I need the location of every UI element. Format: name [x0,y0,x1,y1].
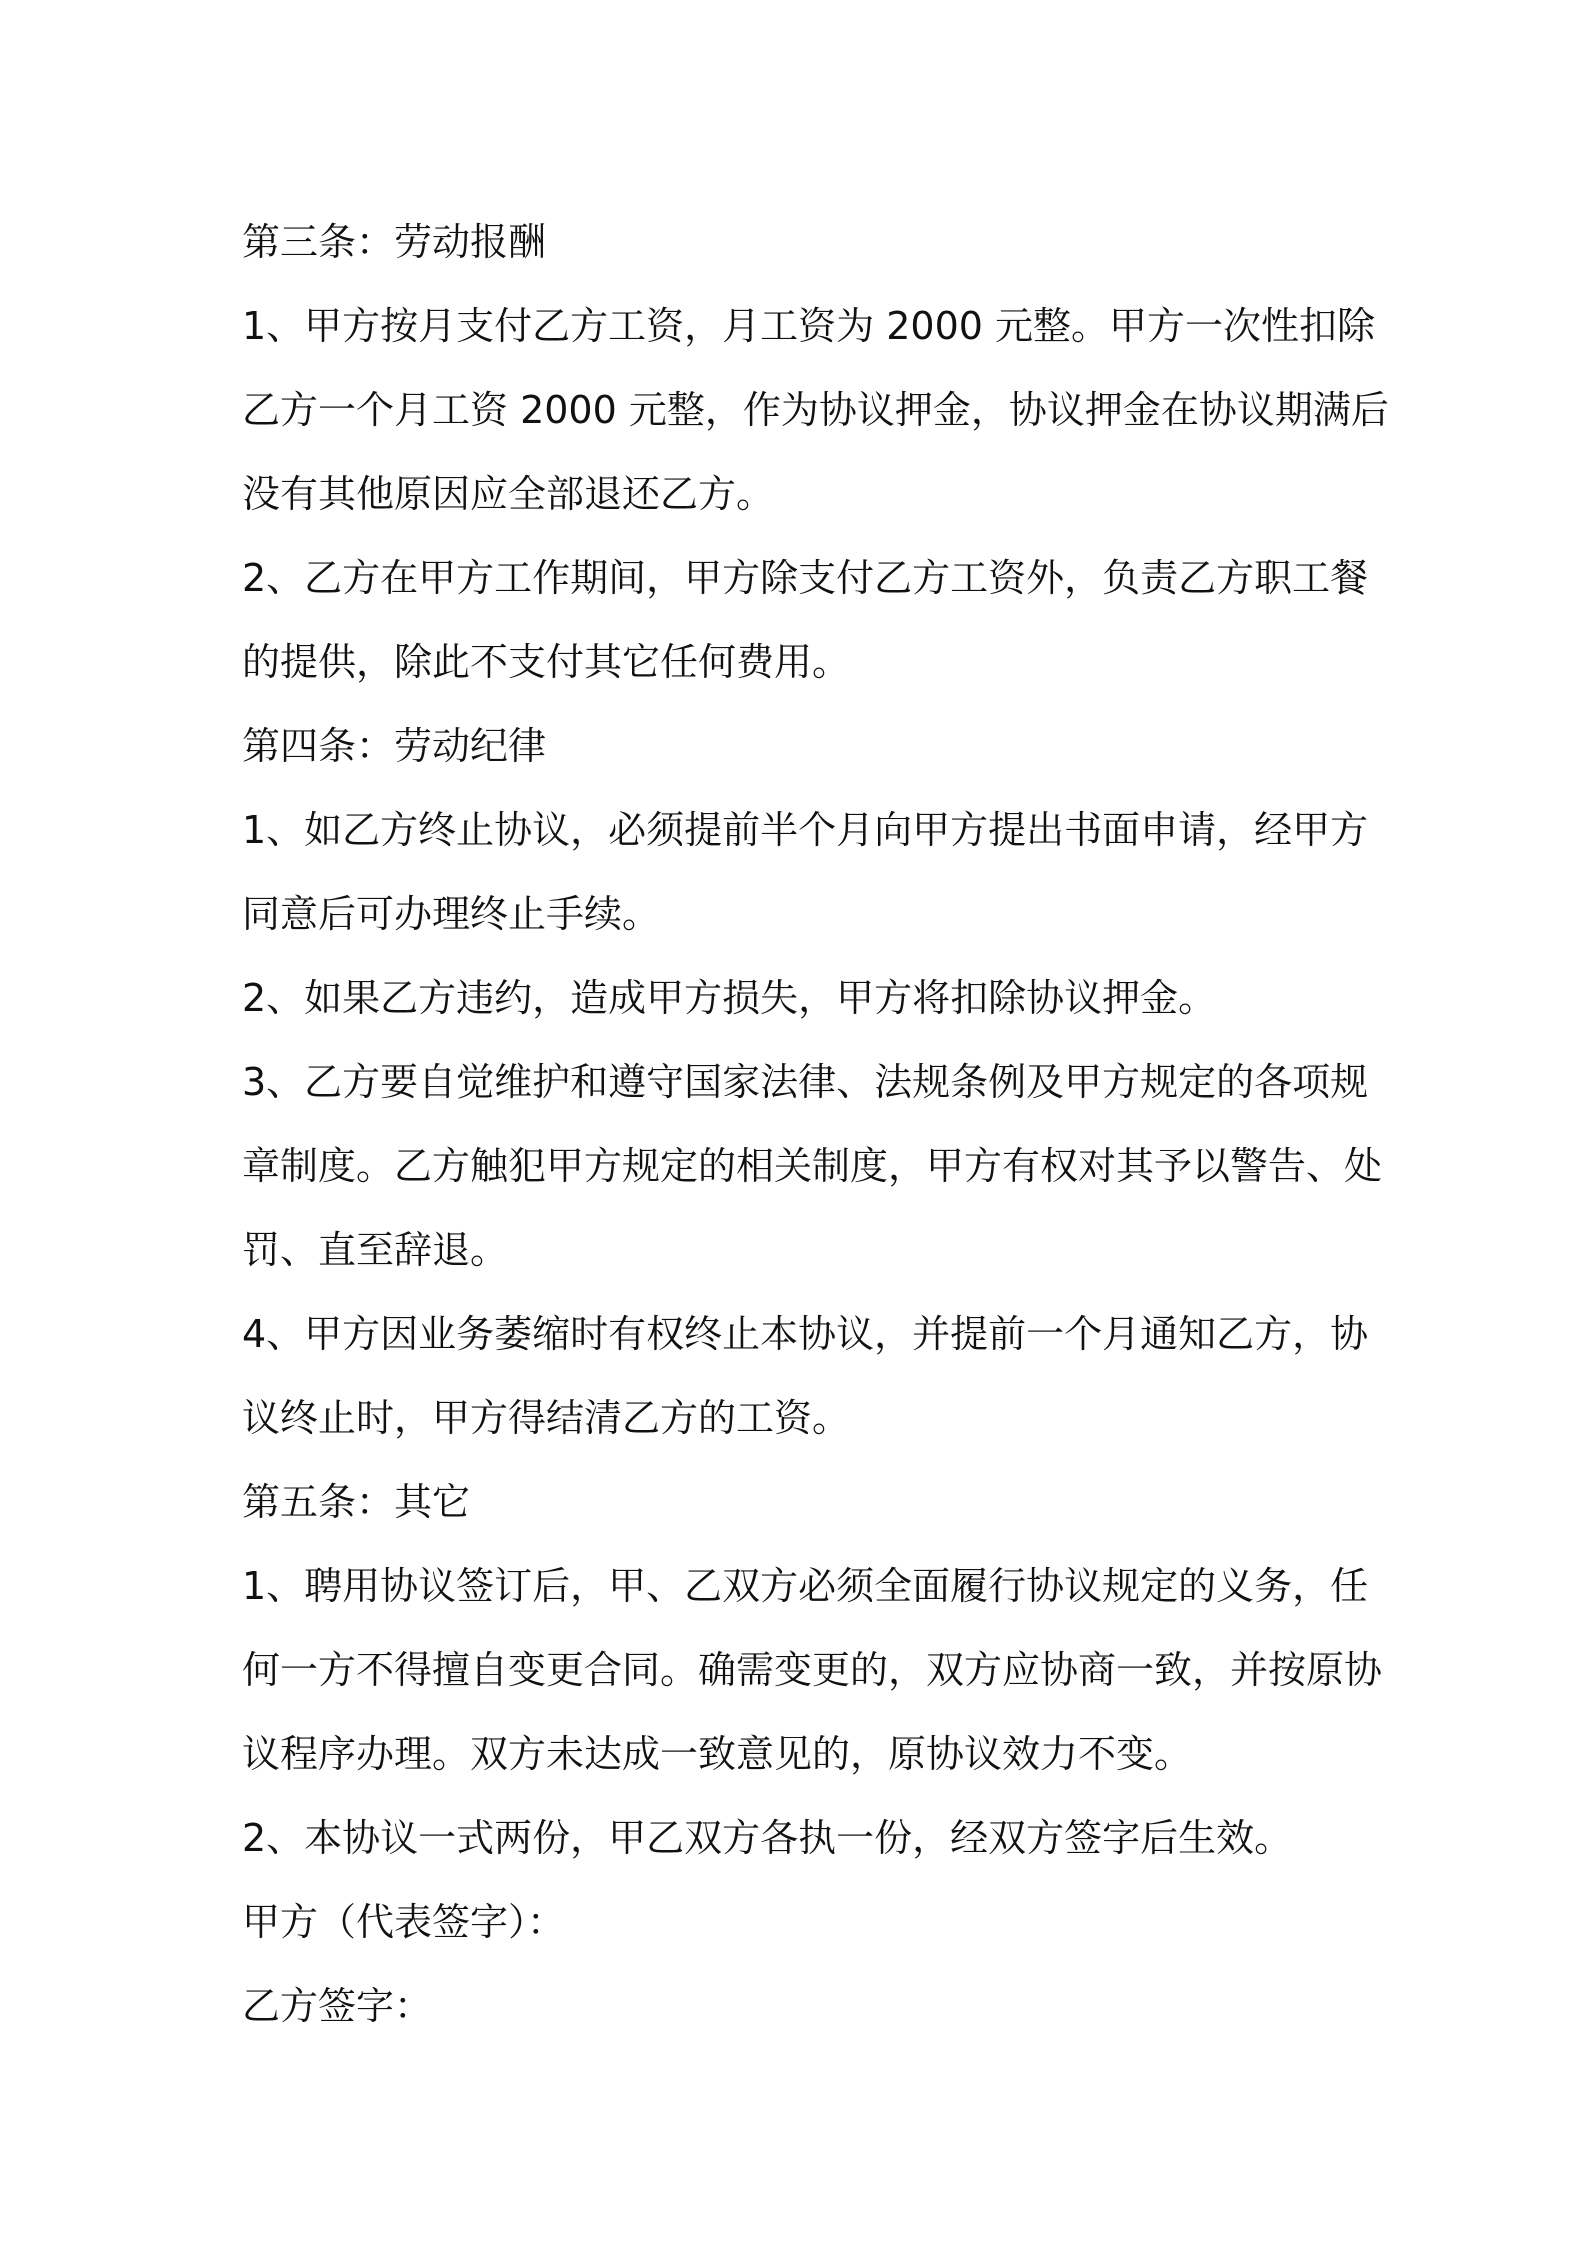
party-a-signature-label: 甲方（代表签字）： [242,1900,566,1944]
article-3-clause-1-line-3: 没有其他原因应全部退还乙方。 [242,472,775,516]
article-4-clause-4-line-2: 议终止时，甲方得结清乙方的工资。 [242,1396,851,1440]
article-4-clause-3-line-2: 章制度。乙方触犯甲方规定的相关制度，甲方有权对其予以警告、处 [242,1144,1383,1188]
article-4-clause-3-line-3: 罚、直至辞退。 [242,1228,509,1272]
article-3-clause-2-line-2: 的提供，除此不支付其它任何费用。 [242,640,851,684]
party-b-signature-label: 乙方签字： [242,1984,433,2028]
article-5-heading: 第五条：其它 [242,1480,471,1524]
article-3-heading: 第三条：劳动报酬 [242,220,547,264]
article-5-clause-1-line-2: 何一方不得擅自变更合同。确需变更的，双方应协商一致，并按原协 [242,1648,1383,1692]
article-4-clause-4-line-1: 4、甲方因业务萎缩时有权终止本协议，并提前一个月通知乙方，协 [242,1312,1369,1356]
article-5-clause-2: 2、本协议一式两份，甲乙双方各执一份，经双方签字后生效。 [242,1816,1293,1860]
article-4-clause-2: 2、如果乙方违约，造成甲方损失，甲方将扣除协议押金。 [242,976,1217,1020]
document-page [242,200,1389,2048]
article-4-heading: 第四条：劳动纪律 [242,724,547,768]
article-5-clause-1-line-1: 1、聘用协议签订后，甲、乙双方必须全面履行协议规定的义务，任 [242,1564,1369,1608]
article-5-clause-1-line-3: 议程序办理。双方未达成一致意见的，原协议效力不变。 [242,1732,1193,1776]
article-3-clause-1-line-2: 乙方一个月工资 2000 元整，作为协议押金，协议押金在协议期满后 [242,388,1389,432]
article-4-clause-1-line-1: 1、如乙方终止协议，必须提前半个月向甲方提出书面申请，经甲方 [242,808,1369,852]
article-3-clause-2-line-1: 2、乙方在甲方工作期间，甲方除支付乙方工资外，负责乙方职工餐 [242,556,1369,600]
article-3-clause-1-line-1: 1、甲方按月支付乙方工资，月工资为 2000 元整。甲方一次性扣除 [242,304,1376,348]
article-4-clause-1-line-2: 同意后可办理终止手续。 [242,892,661,936]
article-4-clause-3-line-1: 3、乙方要自觉维护和遵守国家法律、法规条例及甲方规定的各项规 [242,1060,1369,1104]
